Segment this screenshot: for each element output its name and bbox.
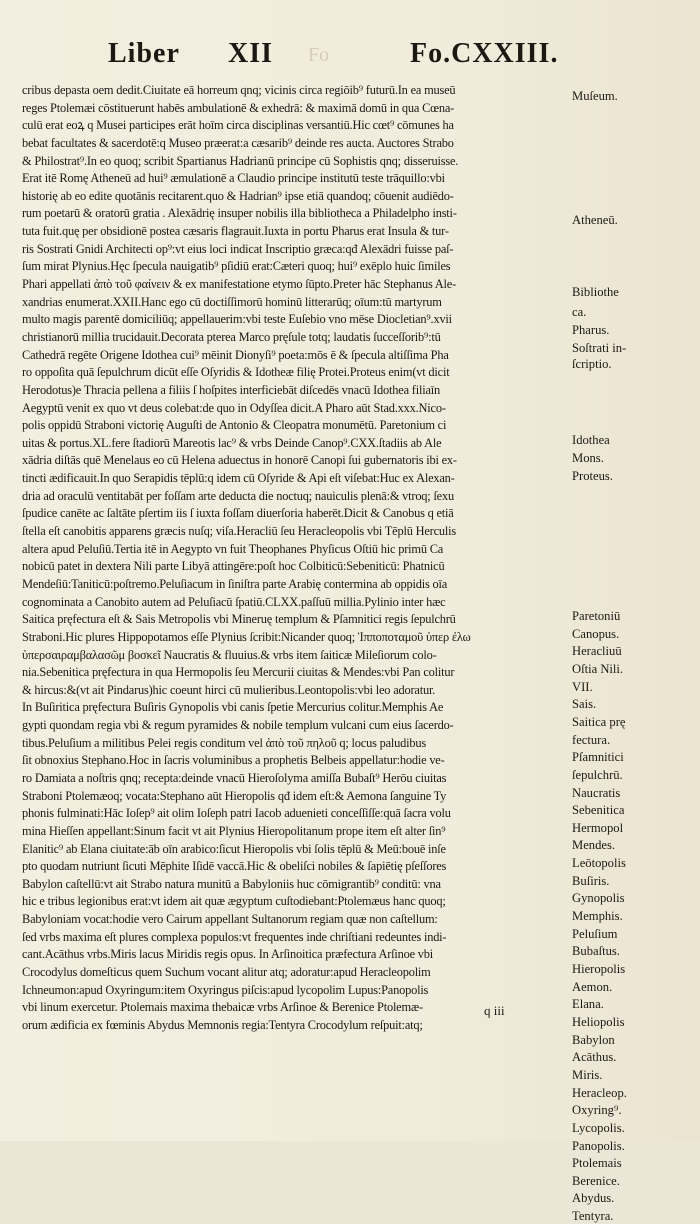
text-line: Elanitic⁹ ab Elana ciuitate:āb oīn arabico:ſicut Hieropolis vbi ſolis tēplū & Meū:bouē inſe xyxy=(22,841,446,856)
margin-note: Atheneū. xyxy=(572,213,618,227)
text-line: Babyloniam vocat:hodie vero Cairum appellant Sultanorum regiam quæ non caſtellum: xyxy=(22,912,438,927)
margin-note: Pharus. xyxy=(572,323,610,337)
margin-note: Bibliothe xyxy=(572,285,619,299)
running-header xyxy=(0,38,700,88)
text-line: nia.Sebenitica pręfectura in qua Hermopolis ſeu Mercurii ciuitas & Mendes:vbi Pan colitur xyxy=(22,665,455,680)
margin-note: ca. xyxy=(572,305,587,319)
text-line: Cathedrā regēte Origene Idothea cui⁹ mēinit Dionyſi⁹ poeta:mōs ē & ſpecula altiſſima Pha xyxy=(22,347,449,362)
margin-note: Abydus. xyxy=(572,1191,615,1206)
text-line: tuta fuit.quę per obsidionē postea cæsaris flagrauit.Iuxta in portu Pharus erat Insula & tur- xyxy=(22,224,449,239)
text-line: multo magis parentē domiciliūq; appellauerim:vbi teste Euſebio vno mēse Diocletian⁹.xvii xyxy=(22,312,452,327)
text-line: ſum mirat Plynius.Hęc ſpecula nauigatib⁹ pſidiū erat:Cæteri quoq; hui⁹ exēplo huic ſimiles xyxy=(22,259,451,274)
margin-note: Heracliuū xyxy=(572,644,622,659)
margin-note: Miris. xyxy=(572,1067,603,1082)
text-line: pto quodam nutriunt ſicuti Mēphite Iſidē vaccā.Hic & obeliſci nobiles & ſapiētię pſeſſores xyxy=(22,859,447,874)
margin-note: Hermopol xyxy=(572,820,624,835)
text-line: tincti ædificauit.In quo Serapidis tēplū:q idem cū Oſyride & Api eſt viſebat:Huc ex Alexan- xyxy=(22,471,455,486)
margin-note: Saitica prę xyxy=(572,714,626,729)
text-line: hic e tribus legionibus erat:vt idem ait quæ ægyptum cuſtodiebant:Ptolemæus hanc quoq; xyxy=(22,894,446,909)
text-line: tibus.Peluſium a militibus Pelei regis conditum vel ἀπὸ τοῦ πηλοῦ q; locus paludibus xyxy=(22,735,426,750)
text-line: & Philostrat⁹.In eo quoq; scribit Spartianus Hadrianū principe cū Sophistis qnq; disseruisse. xyxy=(22,153,459,168)
margin-note: Proteus. xyxy=(572,469,613,483)
margin-note: Sais. xyxy=(572,697,597,712)
margin-note: Acāthus. xyxy=(572,1050,617,1065)
text-line: historię ab eo edite quotānis recitarent.quo & Hadrian⁹ ipse etiā quandoq; cōuenit audiēdo- xyxy=(22,188,454,203)
margin-note: Paretoniū xyxy=(572,609,621,623)
margin-note: Panopolis. xyxy=(572,1138,625,1153)
text-line: rum poetarū & oratorū gratia . Alexādrię insuper nobilis illa bibliotheca a Philadelpho insti- xyxy=(22,206,457,221)
text-line: xādria diſtās quē Menelaus eo cū Helena aduectus in honorē Canopi ſui gubernatoris ibi ex- xyxy=(22,453,457,468)
text-line: Straboni Ptolemæoq; vocata:Stephano aūt Hieropolis qđ idem eſt:& Aemona ſanguine Ty xyxy=(22,788,447,803)
text-line: nobicū patet in dextera Nili parte Libyā attingēre:poſt hoc Colbiticū:Sebeniticū: Phatnicū xyxy=(22,559,445,574)
text-line: culū erat eoꝝ q Musei participes erāt hoīm circa disciplinas versantiū.Hic cœt⁹ cōmunes ha xyxy=(22,118,454,133)
margin-note: Aemon. xyxy=(572,979,613,994)
margin-note: Babylon xyxy=(572,1032,615,1047)
margin-note: Canopus. xyxy=(572,626,620,641)
margin-note: Elana. xyxy=(572,997,604,1012)
text-line: vbi linum exercetur. Ptolemais maxima thebaicæ vrbs Arſinoe & Berenice Ptolemæ- xyxy=(22,1000,423,1015)
text-line: mina Hieſſen appellant:Sinum facit vt ait Plynius Hieropolitanum prope item eſt alter ſin⁹ xyxy=(22,823,446,838)
signature-mark: q iii xyxy=(484,1003,505,1018)
text-line: Aegyptū venit ex quo vt deus colebat:de quo in Odyſſea dicit.A Pharo aūt Stad.xxx.Nico- xyxy=(22,400,446,415)
margin-note: Naucratis xyxy=(572,785,621,800)
text-line: Straboni.Hic plures Hippopotamos eſſe Plynius ſcribit:Nicander quoq; Ἱπποποταμοῦ ὑπερ ἐλω xyxy=(22,629,471,644)
text-line: ſpudice canēte ac ſaltāte pſertim iis ſ iuxta foſſam diuerſoria haberēt.Dicit & Canobus q etiā xyxy=(22,506,454,521)
margin-note: Idothea xyxy=(572,433,610,447)
margin-note: Hieropolis xyxy=(572,962,626,976)
text-line: ro oppoſita quā ſepulchrum dicūt eſſe Oſyridis & Idotheæ filię Protei.Proteus enim(vt dicit xyxy=(22,365,450,380)
margin-note: Mons. xyxy=(572,451,604,465)
text-line: & hircus:&(vt ait Pindarus)hic coeunt hirci cū mulieribus.Leontopolis:vbi leo adoratur. xyxy=(22,682,436,697)
text-line: cribus depasta oem dedit.Ciuitate eā horreum qnq; vicinis circa regiōib⁹ futurū.In ea museū xyxy=(22,83,456,97)
text-line: cant.Acāthus vrbs.Miris lacus Miridis regis opus. In Arſinoitica præfectura Arſinoe vbi xyxy=(22,947,434,962)
text-line: ὑπερσαιραμβαλασῶμ βοσκεῖ Naucratis & fluuius.& vrbs item ſaiticæ Mileſiorum colo- xyxy=(22,647,437,662)
margin-note: Oxyring⁹. xyxy=(572,1103,622,1118)
margin-note: Memphis. xyxy=(572,909,623,924)
text-line: Herodotus)e Thracia pellena a filiis ſ hoſpites interficiebāt diſcedēs vnacū Idothea filiaīn xyxy=(22,382,440,397)
margin-note: Buſiris. xyxy=(572,873,610,888)
header-folio-number: Fo.CXXIII. xyxy=(410,38,559,69)
text-line: ſtella eſt canobitis apparens græcis nuſq; viſa.Heracliū ſeu Heracleopolis vbi Tēplū Herculis xyxy=(22,524,456,539)
margin-note: fectura. xyxy=(572,732,611,747)
text-line: ſed vrbs maxima eſt plures complexa populos:vt frequentes inde chriſtiani redeuntes indi- xyxy=(22,929,447,944)
text-line: Babylon caſtellū:vt ait Strabo natura munitū a Babyloniis huc cōmigrantib⁹ conditū: vna xyxy=(22,876,441,891)
text-line: Ichneumon:apud Oxyringum:item Oxyringus piſcis:apud lycopolim Lupus:Panopolis xyxy=(22,982,429,997)
text-line: polis oppidū Straboni victorię Auguſti de Antonio & Cleopatra monumētū. Paretonium ci xyxy=(22,418,447,433)
margin-note: Muſeum. xyxy=(572,89,618,103)
margin-note: Sebenitica xyxy=(572,803,625,818)
bleed-through-text: Fo xyxy=(308,44,330,66)
margin-note: Oſtia Nili. xyxy=(572,661,624,676)
margin-note: Soſtrati in- xyxy=(572,341,627,355)
text-line: xandrias enumerat.XXII.Hanc ego cū doctiſſimorū hominū litterarūq; oīum:tū martyrum xyxy=(22,294,442,309)
margin-note: Leōtopolis xyxy=(572,856,626,871)
text-line: dria ad oraculū ventitabāt per foſſam arte deducta die noctuq; nauiculis plenā:& vtroq; ſexu xyxy=(22,488,454,503)
text-line: altera apud Peluſiū.Tertia itē in Aegypto vn fuit Theophanes Phyſicus Oſtiū hic primū Ca xyxy=(22,541,444,556)
margin-note: VII. xyxy=(572,679,593,694)
margin-note: ſepulchrū. xyxy=(572,767,623,782)
text-line: Erat itē Romę Atheneū ad hui⁹ æmulationē a Claudio principe institutū teste trāquillo:vbi xyxy=(22,171,445,186)
text-line: ris Sostrati Gnidi Architecti op⁹:vt eius loci indicat Inscriptio græca:qđ Alexādri fuisse paſ- xyxy=(22,241,454,256)
text-line: cognominata a Canobito autem ad Peluſiacū ſpatiū.CLXX.paſſuū millia.Pylinio inter hæc xyxy=(22,594,446,609)
text-line: Saitica pręfectura eſt & Sais Metropolis vbi Mineruę templum & Pſamnitici regis ſepulchrū xyxy=(22,612,456,627)
margin-note: Gynopolis xyxy=(572,891,625,906)
margin-note: Peluſium xyxy=(572,926,618,941)
text-line: bebat facultates & sacerdotē:q Museo præerat:a cæsarib⁹ deinde res aucta. Auctores Strabo xyxy=(22,135,454,150)
header-book-number: XII xyxy=(228,38,274,69)
margin-note: Berenice. xyxy=(572,1173,620,1188)
text-line: ro Damiata a noſtris qnq; recepta:deinde vnacū Hieroſolyma amiſſa Bubaſt⁹ Herōu ciuitas xyxy=(22,770,447,785)
text-line: ſit obnoxius Stephano.Hoc in ſacris voluminibus a prophetis Belbeis appellatur:hodie ve- xyxy=(22,753,445,768)
margin-note: Lycopolis. xyxy=(572,1120,625,1135)
text-line: reges Ptolemæi cōstituerunt habēs ambulationē & exhedrā: & maximā domū in qua Cœna- xyxy=(22,100,455,115)
margin-note: Heliopolis xyxy=(572,1014,625,1029)
text-line: phonis fulminati:Hāc Ioſep⁹ ait olim Ioſeph patri Iacob aduenieti conceſſiſſe:quā ſacra volu xyxy=(22,806,451,821)
margin-note: Tentyra. xyxy=(572,1209,614,1224)
margin-note: Pſamnitici xyxy=(572,750,624,765)
text-line: gypti quondam regia vbi & regum pyramides & nobile templum vulcani cum eius ſacerdo- xyxy=(22,718,454,733)
margin-note: Mendes. xyxy=(572,838,616,853)
text-line: In Buſiritica pręfectura Buſiris Gynopolis vbi canis ſpetie Mercurius colitur.Memphis Ae xyxy=(22,700,444,715)
header-book-label: Liber xyxy=(108,38,180,69)
text-line: christianorū millia trucidauit.Decorata pterea Marco pręſule totq; laudatis ſucceſſorib⁹:tū xyxy=(22,329,441,344)
text-line: orum ædificia ex fœminis Abydus Memnonis regia:Tentyra Crocodylum reſpuit:atq; xyxy=(22,1017,423,1032)
text-line: uitas & portus.XL.fere ſtadiorū Mareotis lac⁹ & vrbs Deinde Canop⁹.CXX.ſtadiis ab Ale xyxy=(22,435,442,450)
margin-note: ſcriptio. xyxy=(572,357,612,371)
main-text-column xyxy=(22,82,567,1035)
margin-note: Heracleop. xyxy=(572,1085,627,1100)
text-line: Crocodylus domeſticus quem Suchum vocant alitur atq; adoratur:apud Heracleopolim xyxy=(22,965,431,980)
margin-note: Ptolemais xyxy=(572,1156,622,1171)
text-line: Phari appellati ἀπὸ τοῦ φαίνειν & ex manifestatione etymo ſūpto.Preter hāc Stephanus Ale- xyxy=(22,277,457,292)
margin-note: Bubaſtus. xyxy=(572,944,620,959)
text-line: Mendeſiū:Taniticū:poſtremo.Peluſiacum in ſiniſtra parte Arabię contermina ab oppidis oīa xyxy=(22,576,448,591)
